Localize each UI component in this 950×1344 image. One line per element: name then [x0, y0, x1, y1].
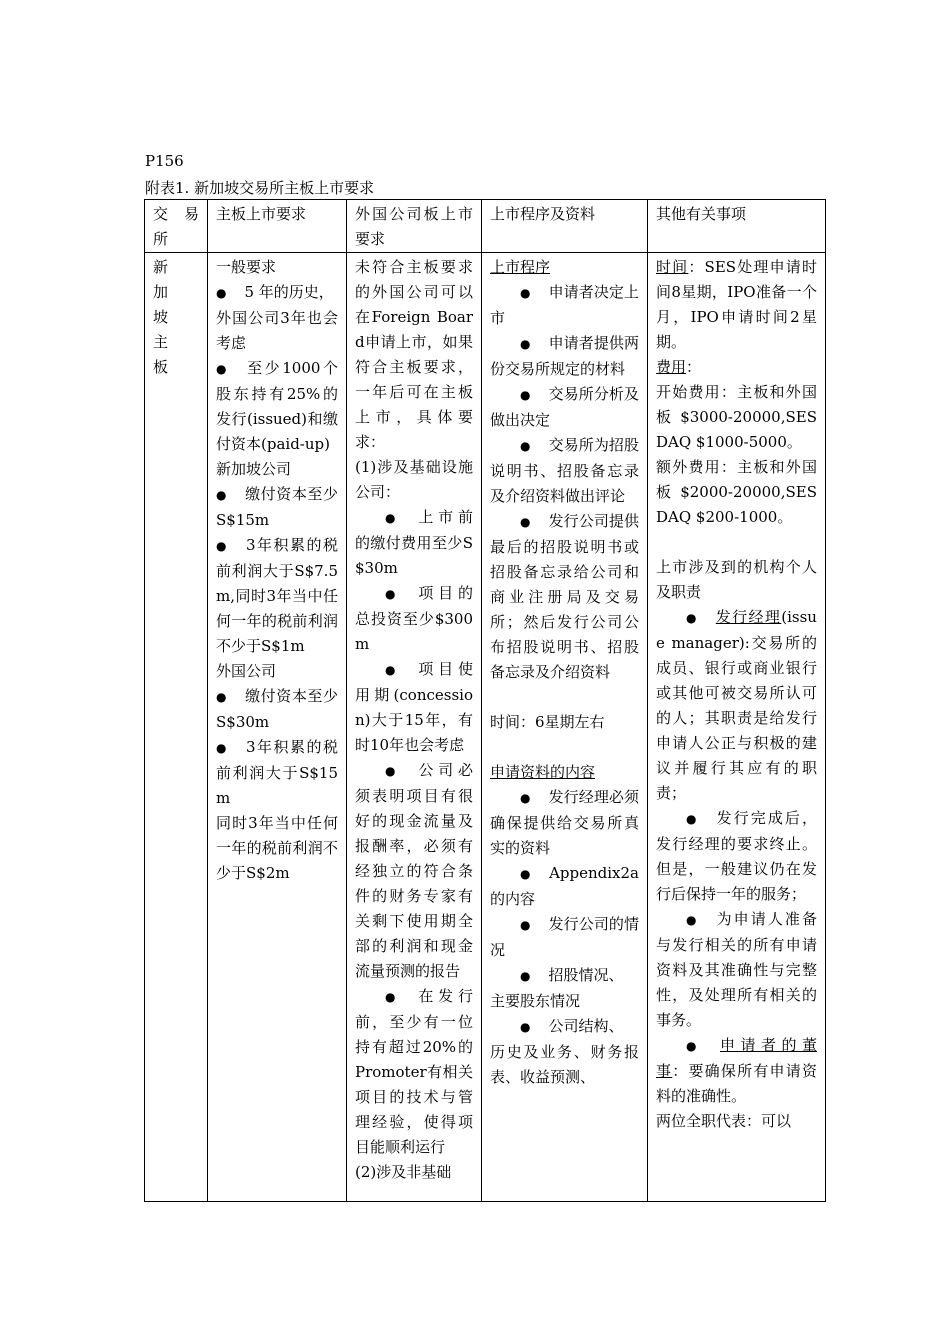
- other-fee-label: 费用：: [656, 358, 702, 376]
- body-row: [145, 253, 826, 1202]
- other-prepare: ● 为申请人准备与发行相关的所有申请资料及其准确性与完整性，及处理所有相关的事务。: [656, 907, 817, 1033]
- main-line: ● 5 年的历史，: [216, 280, 338, 306]
- other-time: 时间：SES处理申请时间8星期，IPO准备一个月，IPO申请时间2星期。: [656, 258, 817, 351]
- bullet-icon: [520, 334, 549, 352]
- contents-title: 申请资料的内容: [490, 763, 596, 781]
- main-line: ● 缴付资本至少S$15m: [216, 482, 338, 533]
- page-number: P156: [145, 152, 184, 170]
- main-line: ● 至少1000个股东持有25%的发行(issued)和缴付资本(paid-up): [216, 356, 338, 457]
- spacer: [490, 685, 639, 710]
- foreign-line: ● 项目的总投资至少$300m: [355, 581, 473, 657]
- foreign-line: ● 项目使用期(concession)大于15年，有时10年也会考虑: [355, 657, 473, 758]
- main-line: 外国公司: [216, 662, 277, 680]
- other-directors: ● 申请者的董事：要确保所有申请资料的准确性。: [656, 1033, 817, 1109]
- other-completion: ● 发行完成后，发行经理的要求终止。但是，一般建议仍在发行后保持一年的服务；: [656, 806, 817, 907]
- other-issue-manager: ● 发行经理(issue manager):交易所的成员、银行或商业银行或其他可被交易所认可的人；其职责是给发行申请人公正与积极的建议并履行其应有的职责；: [656, 605, 817, 806]
- foreign-line: (1)涉及基础设施公司：: [355, 458, 473, 501]
- other-institutions: 上市涉及到的机构个人及职责: [656, 558, 817, 601]
- bullet-icon: [686, 1036, 720, 1054]
- header-other: 其他有关事项: [648, 200, 826, 253]
- header-exchange: 交 易 所: [145, 200, 208, 253]
- procedure-step: ● 交易所为招股说明书、招股备忘录及介绍资料做出评论: [490, 433, 639, 509]
- bullet-icon: [686, 910, 717, 928]
- main-line: 同时3年当中任何一年的税前利润不少于S$2m: [216, 814, 338, 882]
- exchange-cell: [145, 253, 208, 1202]
- foreign-line: 未符合主板要求的外国公司可以在Foreign Board申请上市，如果符合主板要求，一年后可在主板上市，具体要求：: [355, 258, 473, 451]
- other-cell: [648, 253, 826, 1202]
- bullet-icon: [385, 761, 418, 779]
- contents-item: ● 发行经理必须确保提供给交易所真实的资料: [490, 785, 639, 861]
- foreign-line: ● 上市前的缴付费用至少S$30m: [355, 505, 473, 581]
- bullet-icon: [686, 608, 716, 626]
- procedure-title: 上市程序: [490, 258, 551, 276]
- main-line: 一般要求: [216, 258, 277, 276]
- contents-item: 历史及业务、财务报表、收益预测、: [490, 1043, 639, 1086]
- main-board-cell: [208, 253, 347, 1202]
- bullet-icon: [216, 687, 245, 705]
- bullet-icon: [686, 809, 717, 827]
- bullet-icon: [520, 436, 549, 454]
- bullet-icon: [385, 660, 418, 678]
- procedure-step: ● 交易所分析及做出决定: [490, 382, 639, 433]
- main-line: ● 3年积累的税前利润大于S$7.5m,同时3年当中任何一年的税前利润不少于S$1m: [216, 533, 338, 659]
- bullet-icon: [520, 788, 549, 806]
- contents-item: 主要股东情况: [490, 992, 581, 1010]
- bullet-icon: [216, 536, 246, 554]
- main-line: ● 3年积累的税前利润大于S$15m: [216, 735, 338, 811]
- procedure-step: ● 申请者提供两份交易所规定的材料: [490, 331, 639, 382]
- procedure-time: 时间：6星期左右: [490, 713, 605, 731]
- procedure-cell: [482, 253, 648, 1202]
- spacer: [490, 735, 639, 760]
- procedure-step: ● 申请者决定上市: [490, 280, 639, 331]
- spacer: [656, 530, 817, 555]
- foreign-line: ● 公司必须表明项目有很好的现金流量及报酬率，必须有经独立的符合条件的财务专家有关剩下使用期全部的利润和现金流量预测的报告: [355, 758, 473, 984]
- foreign-line: (2)涉及非基础: [355, 1163, 452, 1181]
- header-main-board: 主板上市要求: [208, 200, 347, 253]
- bullet-icon: [520, 915, 549, 933]
- contents-item: ● 招股情况、: [490, 963, 639, 989]
- exchange-name: 新加坡主板: [153, 258, 169, 376]
- contents-item: ● 公司结构、: [490, 1014, 639, 1040]
- bullet-icon: [520, 864, 549, 882]
- bullet-icon: [520, 512, 549, 530]
- header-procedure: 上市程序及资料: [482, 200, 648, 253]
- table-caption: 附表1. 新加坡交易所主板上市要求: [145, 179, 375, 197]
- bullet-icon: [216, 359, 247, 377]
- bullet-icon: [520, 385, 549, 403]
- other-extra-fee: 额外费用：主板和外国板$2000-20000,SESDAQ $200-1000。: [656, 458, 817, 526]
- bullet-icon: [216, 485, 245, 503]
- contents-item: ● Appendix2a的内容: [490, 861, 639, 912]
- main-line: 外国公司3年也会考虑: [216, 309, 338, 352]
- bullet-icon: [520, 283, 549, 301]
- listing-requirements-table: [144, 199, 826, 1202]
- main-line: ● 缴付资本至少S$30m: [216, 684, 338, 735]
- bullet-icon: [216, 738, 246, 756]
- bullet-icon: [385, 584, 418, 602]
- bullet-icon: [385, 987, 418, 1005]
- main-line: 新加坡公司: [216, 460, 292, 478]
- bullet-icon: [520, 1017, 548, 1035]
- bullet-icon: [385, 508, 418, 526]
- bullet-icon: [520, 966, 548, 984]
- foreign-line: ● 在发行前，至少有一位持有超过20%的Promoter有相关项目的技术与管理经验，使得项目能顺利运行: [355, 984, 473, 1160]
- other-initial-fee: 开始费用：主板和外国板$3000-20000,SESDAQ $1000-5000。: [656, 383, 817, 451]
- header-foreign-board: 外国公司板上市要求: [347, 200, 482, 253]
- foreign-board-cell: [347, 253, 482, 1202]
- header-row: [145, 200, 826, 253]
- contents-item: ● 发行公司的情况: [490, 912, 639, 963]
- procedure-step: ● 发行公司提供最后的招股说明书或招股备忘录给公司和商业注册局及交易所；然后发行公司公布招股说明书、招股备忘录及介绍资料: [490, 509, 639, 685]
- other-reps: 两位全职代表：可以: [656, 1112, 792, 1130]
- bullet-icon: [216, 283, 244, 301]
